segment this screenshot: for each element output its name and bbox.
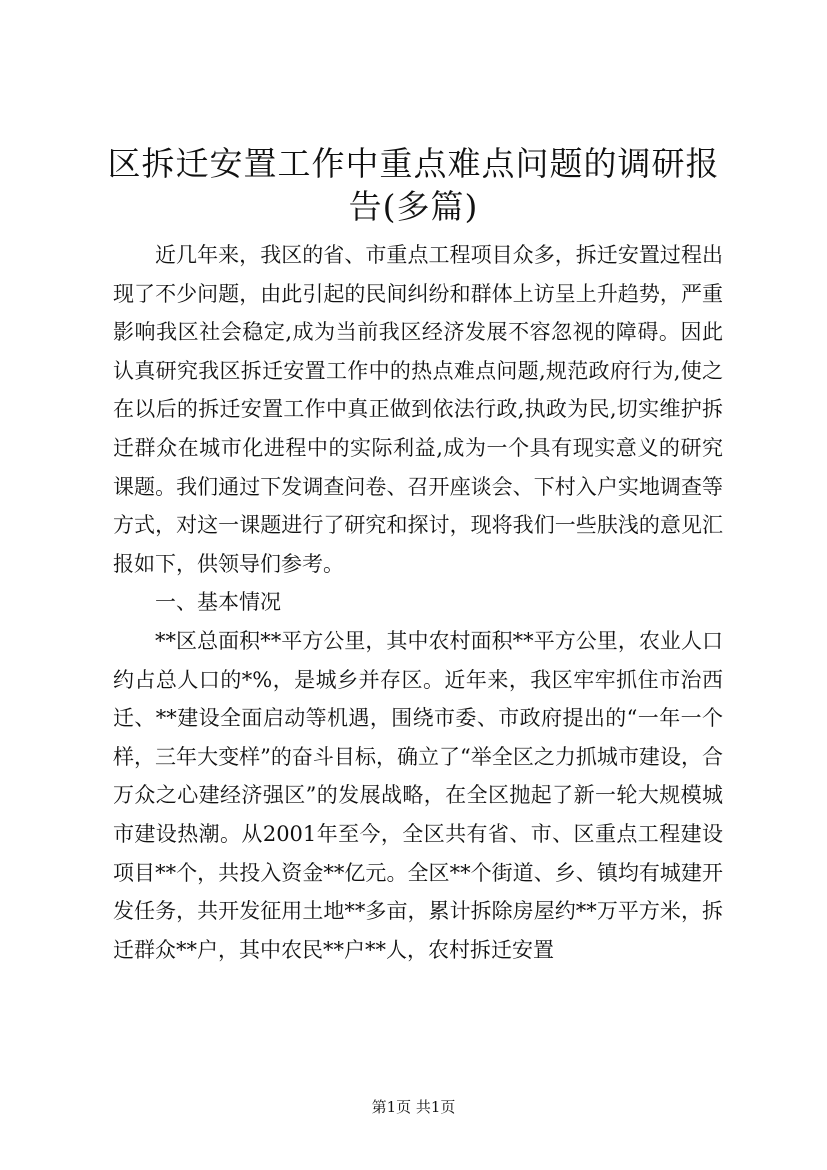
document-body [113, 236, 723, 969]
document-title: 区拆迁安置工作中重点难点问题的调研报告(多篇) [107, 144, 720, 226]
page-footer: 第1页 共1页 [371, 1098, 456, 1116]
paragraph-basic-situation: **区总面积**平方公里，其中农村面积**平方公里，农业人口约占总人口的*%，是城乡并存区。近年来，我区牢牢抓住市治西迁、**建设全面启动等机遇，围绕市委、市政府提出的“一年一个样，三年大变样”的奋斗目标，确立了“举全区之力抓城市建设，合万众之心建经济强区”的发展战略，在全区抛起了新一轮大规模城市建设热潮。从2001年至今，全区共有省、市、区重点工程建设项目**个，共投入资金**亿元。全区**个街道、乡、镇均有城建开发任务，共开发征用土地**多亩，累计拆除房屋约**万平方米，拆迁群众**户，其中农民**户**人，农村拆迁安置 [113, 628, 723, 962]
paragraph-intro: 近几年来，我区的省、市重点工程项目众多，拆迁安置过程出现了不少问题，由此引起的民间纠纷和群体上访呈上升趋势，严重影响我区社会稳定,成为当前我区经济发展不容忽视的障碍。因此认真研究我区拆迁安置工作中的热点难点问题,规范政府行为,使之在以后的拆迁安置工作中真正做到依法行政,执政为民,切实维护拆迁群众在城市化进程中的实际利益,成为一个具有现实意义的研究课题。我们通过下发调查问卷、召开座谈会、下村入户实地调查等方式，对这一课题进行了研究和探讨，现将我们一些肤浅的意见汇报如下，供领导们参考。 [113, 243, 723, 576]
section-heading-basic-situation: 一、基本情况 [155, 590, 281, 615]
